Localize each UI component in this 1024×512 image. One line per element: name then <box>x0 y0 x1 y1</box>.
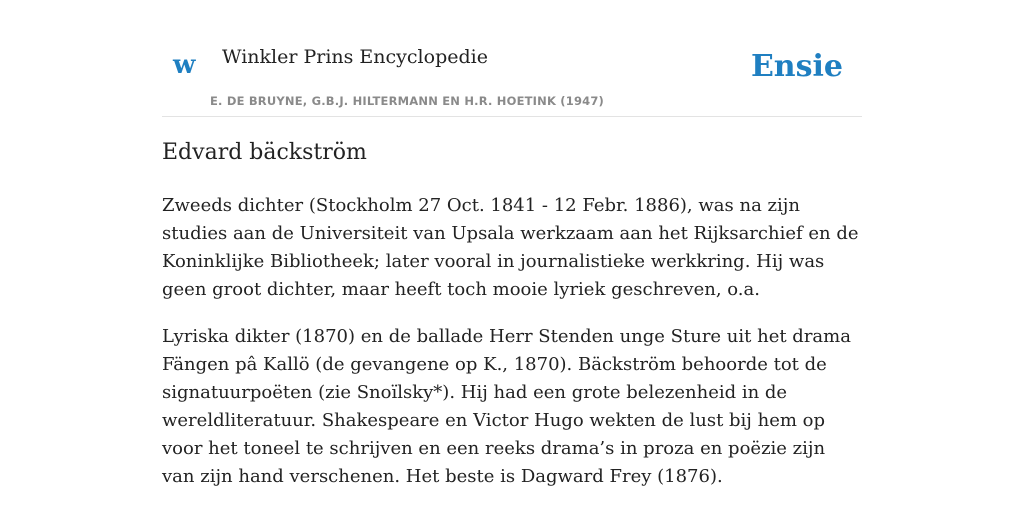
ensie-logo[interactable]: Ensie <box>750 49 843 84</box>
winkler-prins-logo[interactable]: w <box>173 50 196 80</box>
article-paragraph: Zweeds dichter (Stockholm 27 Oct. 1841 - 12 Febr. 1886), was na zijn studies aan de Universiteit van Upsala werkzaam aan het Rijksarchief en de Koninklijke Bibliotheek; later vooral in journalistieke werkkring. Hij was geen groot dichter, maar heeft toch mooie lyriek geschreven, o.a. <box>162 195 859 300</box>
source-title[interactable]: Winkler Prins Encyclopedie <box>222 46 488 68</box>
source-header <box>162 0 862 117</box>
article-paragraph: Lyriska dikter (1870) en de ballade Herr Stenden unge Sture uit het drama Fängen pâ Kallö (de gevangene op K., 1870). Bäckström behoorde tot de signatuurpoëten (zie Snoïlsky*). Hij had een grote belezenheid in de wereldliteratuur. Shakespeare en Victor Hugo wekten de lust bij hem op voor het toneel te schrijven en een reeks drama’s in proza en poëzie zijn van zijn hand verschenen. Het beste is Dagward Frey (1876). <box>162 326 851 487</box>
article-title: Edvard bäckström <box>162 140 367 165</box>
source-authors: E. DE BRUYNE, G.B.J. HILTERMANN EN H.R. HOETINK (1947) <box>210 94 605 108</box>
